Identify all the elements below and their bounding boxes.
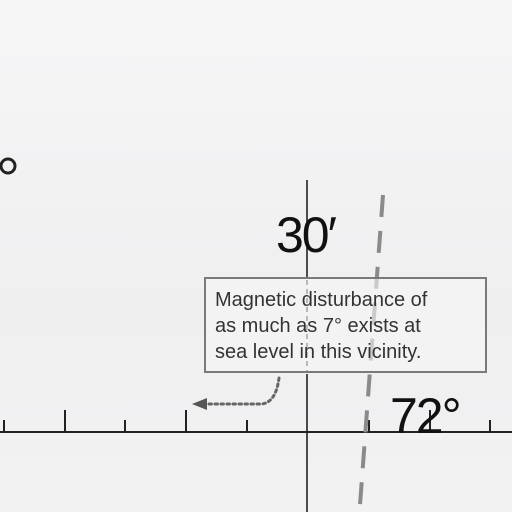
partial-circle-symbol xyxy=(1,159,15,173)
note-line-2: as much as 7° exists at xyxy=(215,315,421,337)
note-line-3: sea level in this vicinity. xyxy=(215,341,422,363)
dotted-pointer-line xyxy=(206,378,279,404)
minute-label: 30′ xyxy=(276,207,335,263)
note-line-1: Magnetic disturbance of xyxy=(215,289,428,311)
pointer-arrowhead xyxy=(192,398,207,410)
degree-label: 72° xyxy=(390,388,460,444)
magnetic-disturbance-note xyxy=(204,277,487,373)
